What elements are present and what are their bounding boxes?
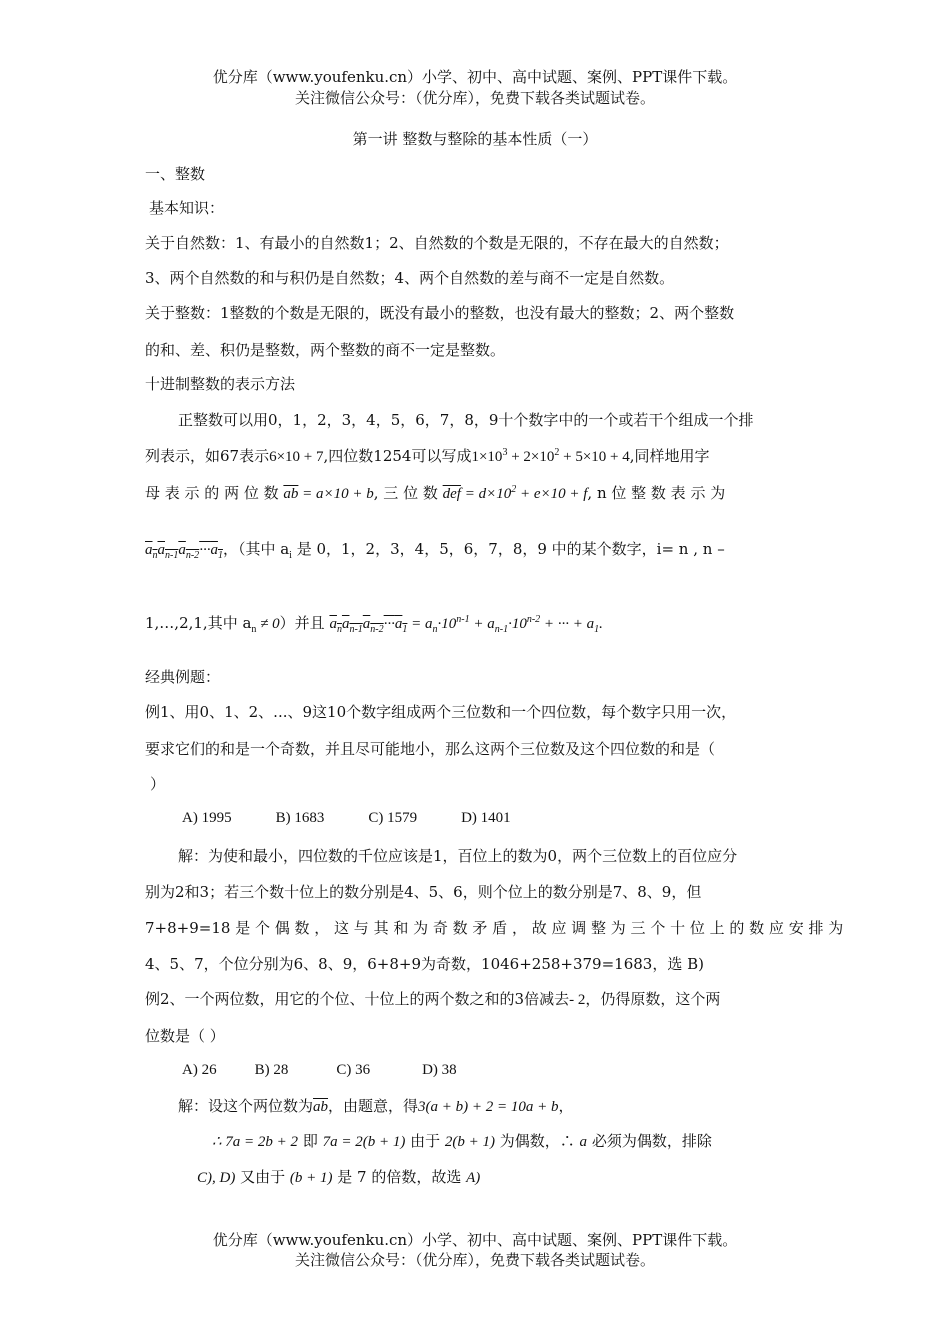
text-fragment: 解：设这个两位数为 [178, 1097, 314, 1115]
subscript: n-1 [349, 624, 363, 635]
example-2-options [182, 1060, 501, 1079]
subscript: n-1 [494, 624, 509, 635]
ten: ·10 [437, 616, 457, 632]
text-fragment: 列表示，如67表示 [145, 447, 270, 465]
option-a: A) 26 [182, 1062, 217, 1078]
text-fragment: ，由题意，得 [328, 1097, 419, 1115]
exponent: n-1 [456, 614, 470, 625]
solution-2-line-2 [212, 1130, 712, 1151]
formula-67: 6×10 + 7 [269, 449, 324, 465]
formula-1254 [471, 449, 629, 465]
formula-ab: = a×10 + b [298, 486, 374, 502]
footer-line-2: 关注微信公众号：（优分库），免费下载各类试题试卷。 [294, 1251, 655, 1269]
example-2-line-1 [145, 988, 720, 1009]
option-b: B) 1683 [275, 810, 325, 826]
exponent: n-2 [526, 614, 541, 625]
solution-1-line-4: 4、5、7，个位分别为6、8、9，6+8+9为奇数，1046+258+379=1683，选 B) [145, 955, 704, 973]
header-line-2: 关注微信公众号：（优分库），免费下载各类试题试卷。 [294, 89, 655, 107]
equation: ∴ 7a = 2b + 2 [212, 1134, 299, 1150]
text-fragment: ）并且 [279, 614, 325, 632]
formula-part: + e×10 + f [516, 486, 588, 502]
subscript: 1 [402, 624, 408, 635]
text-fragment: 又由于 [235, 1168, 290, 1186]
digit-a: a [329, 616, 337, 632]
formula-part: 1×10 [471, 449, 503, 465]
digit-a: a [362, 616, 371, 632]
dots: ··· [383, 616, 395, 632]
expression: 2(b + 1) [444, 1134, 495, 1150]
digit-a: a [145, 542, 153, 558]
exponent: 2 [554, 447, 560, 458]
digit-a: a [178, 542, 186, 558]
option-d: D) 38 [422, 1062, 457, 1078]
text-fragment: ,四位数1254可以写成 [323, 447, 472, 465]
text-fragment: ， [558, 1097, 574, 1115]
equation: 3(a + b) + 2 = 10a + b [418, 1099, 559, 1115]
text-fragment: 是 0，1，2，3，4，5，6，7，8，9 中的某个数字，i= n , n – [291, 540, 725, 558]
formula-ab-overline: $\overline{ab}$ [283, 486, 299, 502]
footer-line-1: 优分库（www.youfenku.cn）小学、初中、高中试题、案例、PPT课件下载。 [212, 1231, 738, 1249]
formula-n-digit-2 [329, 616, 408, 635]
subscript: n [432, 624, 438, 635]
digit-a: a [425, 616, 433, 632]
natural-numbers-line-2: 3、两个自然数的和与积仍是自然数；4、两个自然数的差与商不一定是自然数。 [145, 269, 675, 287]
expansion-formula [407, 614, 603, 635]
digit-a: a [487, 616, 495, 632]
option-d: D) 1401 [461, 810, 511, 826]
subscript: n-2 [185, 550, 200, 561]
formula-n-digit [145, 542, 223, 561]
representation-line-5 [145, 612, 603, 635]
example-2-line-2: 位数是（ ） [145, 1027, 225, 1045]
solution-2-line-3 [197, 1166, 480, 1187]
solution-1-line-3: 7+8+9=18 是 个 偶 数 ， 这 与 其 和 为 奇 数 矛 盾 ， 故 应 调 整 为 三 个 十 位 上 的 数 应 安 排 为 [145, 919, 844, 937]
answer: A) [466, 1170, 481, 1186]
digit-a: a [394, 616, 403, 632]
example-1-line-3: ） [150, 775, 166, 793]
option-b: B) 28 [254, 1062, 289, 1078]
tail: + ··· + [540, 616, 587, 632]
formula-part: + 2×10 [507, 449, 555, 465]
digit-a: a [341, 616, 350, 632]
solution-2-line-1 [178, 1095, 574, 1116]
text-fragment: 例2、一个两位数，用它的个位、十位上的两个数之和的3倍减去 [145, 990, 570, 1008]
digit-a: a [210, 542, 218, 558]
basic-knowledge-label: 基本知识： [149, 199, 225, 217]
exponent: 3 [502, 447, 508, 458]
digit-a: a [157, 542, 165, 558]
example-1-line-1: 例1、用0、1、2、...、9这10个数字组成两个三位数和一个四位数，每个数字只用一次， [145, 703, 737, 721]
options-excluded: C), D) [197, 1170, 236, 1186]
digit-a: a [586, 616, 595, 632]
text-fragment: ，仍得原数，这个两 [585, 990, 721, 1008]
period: . [599, 616, 603, 632]
representation-line-1: 正整数可以用0，1，2，3，4，5，6，7，8，9十个数字中的一个或若干个组成一个排 [178, 411, 754, 429]
plus: + [469, 616, 488, 632]
text-fragment: ，（其中 a [222, 540, 290, 558]
page-title: 第一讲 整数与整除的基本性质（一） [352, 130, 598, 148]
option-a: A) 1995 [182, 810, 232, 826]
subscript: n-2 [370, 624, 384, 635]
representation-line-4 [145, 538, 725, 561]
subscript: i [289, 550, 292, 561]
equals: = [407, 616, 426, 632]
text-fragment: 必须为偶数，排除 [587, 1132, 712, 1150]
option-c: C) 36 [336, 1062, 371, 1078]
text-fragment: , n 位 整 数 表 示 为 [587, 484, 726, 502]
natural-numbers-line-1: 关于自然数：1、有最小的自然数1；2、自然数的个数是无限的，不存在最大的自然数； [145, 234, 729, 252]
equation: 7a = 2(b + 1) [322, 1134, 406, 1150]
ten: ·10 [508, 616, 527, 632]
solution-1-line-2: 别为2和3；若三个数十位上的数分别是4、5、6，则个位上的数分别是7、8、9，但 [145, 883, 702, 901]
exponent: 2 [511, 484, 517, 495]
subscript: 1 [594, 624, 600, 635]
text-fragment: , 三 位 数 [373, 484, 438, 502]
option-c: C) 1579 [368, 810, 418, 826]
decimal-heading: 十进制整数的表示方法 [145, 375, 296, 393]
expression: (b + 1) [289, 1170, 333, 1186]
representation-line-3 [145, 482, 725, 503]
text-fragment: 1,…,2,1,其中 a [145, 614, 252, 632]
examples-label: 经典例题： [145, 668, 221, 686]
formula-part: = d×10 [460, 486, 512, 502]
variable-a: a [579, 1134, 588, 1150]
representation-line-2 [145, 445, 710, 466]
subscript: n [251, 624, 257, 635]
integers-line-1: 关于整数：1整数的个数是无限的，既没有最小的整数，也没有最大的整数；2、两个整数 [145, 304, 735, 322]
solution-1-line-1: 解：为使和最小，四位数的千位应该是1，百位上的数为0，两个三位数上的百位应分 [178, 847, 738, 865]
example-1-line-2: 要求它们的和是一个奇数，并且尽可能地小，那么这两个三位数及这个四位数的和是（ [145, 740, 716, 758]
not-equal-zero: ≠ 0 [256, 616, 280, 632]
example-1-options [182, 808, 555, 827]
formula-ab-overline: $\overline{ab}$ [313, 1099, 329, 1115]
formula-def-overline: $\overline{def}$ [442, 486, 461, 502]
subscript: n-1 [165, 550, 179, 561]
text-fragment: 由于 [405, 1132, 445, 1150]
header-line-1: 优分库（www.youfenku.cn）小学、初中、高中试题、案例、PPT课件下载。 [212, 68, 738, 86]
dots: ··· [199, 542, 211, 558]
subscript: n [336, 624, 342, 635]
subscript: n [152, 550, 158, 561]
section-heading-integers: 一、整数 [145, 165, 206, 183]
text-fragment: 是 7 的倍数，故选 [332, 1168, 467, 1186]
text-fragment: ,同样地用字 [629, 447, 710, 465]
subscript: 1 [217, 550, 223, 561]
text-fragment: 为偶数，∴ [495, 1132, 580, 1150]
formula-def [461, 486, 587, 502]
text-fragment: 即 [298, 1132, 323, 1150]
minus-two: - 2 [569, 992, 586, 1008]
formula-part: + 5×10 + 4 [559, 449, 630, 465]
integers-line-2: 的和、差、积仍是整数，两个整数的商不一定是整数。 [145, 341, 506, 359]
text-fragment: 母 表 示 的 两 位 数 [145, 484, 279, 502]
